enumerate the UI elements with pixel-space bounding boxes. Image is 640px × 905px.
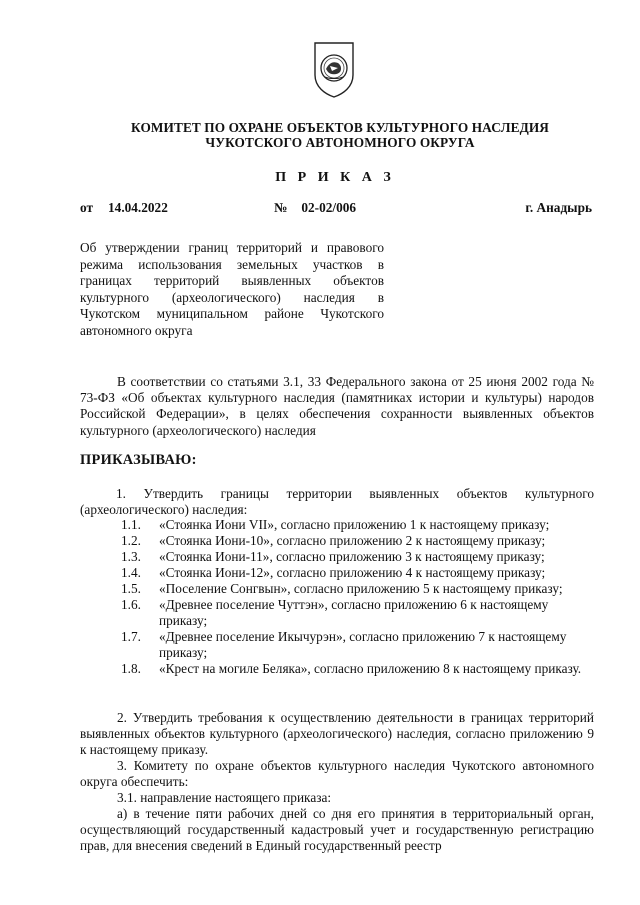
issuing-authority [80,120,600,150]
subitem-text: «Древнее поселение Икычурэн», согласно приложению 7 к настоящему приказу; [159,629,567,660]
order-directive-heading: ПРИКАЗЫВАЮ: [80,452,197,468]
coat-of-arms-emblem [311,41,357,99]
subitem-text: «Поселение Сонгвын», согласно приложению 5 к настоящему приказу; [159,581,563,596]
subitem-number: 1.3. [121,549,141,564]
subitem-text: «Древнее поселение Чуттэн», согласно приложению 6 к настоящему приказу; [159,597,549,628]
subitem-text: «Стоянка Иони-10», согласно приложению 2 к настоящему приказу; [159,533,546,548]
document-city: г. Анадырь [525,200,592,215]
authority-line-2: ЧУКОТСКОГО АВТОНОМНОГО ОКРУГА [205,135,475,150]
subitem-number: 1.4. [121,565,141,580]
subitem-number: 1.2. [121,533,141,548]
order-item-1: 1. Утвердить границы территории выявленных объектов культурного (археологического) наследия: [80,486,594,518]
document-date [80,200,168,216]
document-number [274,200,356,216]
subitem-number: 1.8. [121,661,141,676]
document-title: П Р И К А З [275,170,395,185]
preamble-paragraph: В соответствии со статьями 3.1, 33 Федерального закона от 25 июня 2002 года № 73-ФЗ «Об объектах культурного наследия (памятниках истории и культуры) народов Российской Федерации», в целях обеспечения сохранности выявленных объектов культурного (археологического) наследия [80,374,594,438]
order-item-2: 2. Утвердить требования к осуществлению деятельности в границах территорий выявленных объектов культурного (археологического) наследия, согласно приложению 9 к настоящему приказу. [80,710,594,758]
subitem-number: 1.6. [121,597,141,612]
date-prefix: от [80,200,94,215]
subitem-number: 1.5. [121,581,141,596]
subitem-number: 1.1. [121,517,141,532]
order-item-3-1-a: а) в течение пяти рабочих дней со дня его принятия в территориальный орган, осуществляющий государственный кадастровый учет и государственную регистрацию прав, для внесения сведений в Единый государственный реестр [80,806,594,854]
order-item-3: 3. Комитету по охране объектов культурного наследия Чукотского автономного округа обеспечить: [80,758,594,790]
subitem-text: «Стоянка Иони-12», согласно приложению 4 к настоящему приказу; [159,565,546,580]
subitem-text: «Стоянка Иони-11», согласно приложению 3 к настоящему приказу; [159,549,545,564]
date-value: 14.04.2022 [108,200,168,215]
order-subject: Об утверждении границ территорий и правового режима использования земельных участков в границах территорий выявленных объектов культурного (археологического) наследия в Чукотском муниципальном районе Чукотского автономного округа [80,240,384,338]
subitem-text: «Крест на могиле Беляка», согласно приложению 8 к настоящему приказу. [159,661,582,676]
order-item-3-1: 3.1. направление настоящего приказа: [117,790,332,805]
number-value: 02-02/006 [301,200,357,215]
subitem-text: «Стоянка Иони VII», согласно приложению 1 к настоящему приказу; [159,517,550,532]
number-prefix: № [274,200,288,215]
authority-line-1: КОМИТЕТ ПО ОХРАНЕ ОБЪЕКТОВ КУЛЬТУРНОГО НАСЛЕДИЯ [131,120,549,135]
subitem-number: 1.7. [121,629,141,644]
